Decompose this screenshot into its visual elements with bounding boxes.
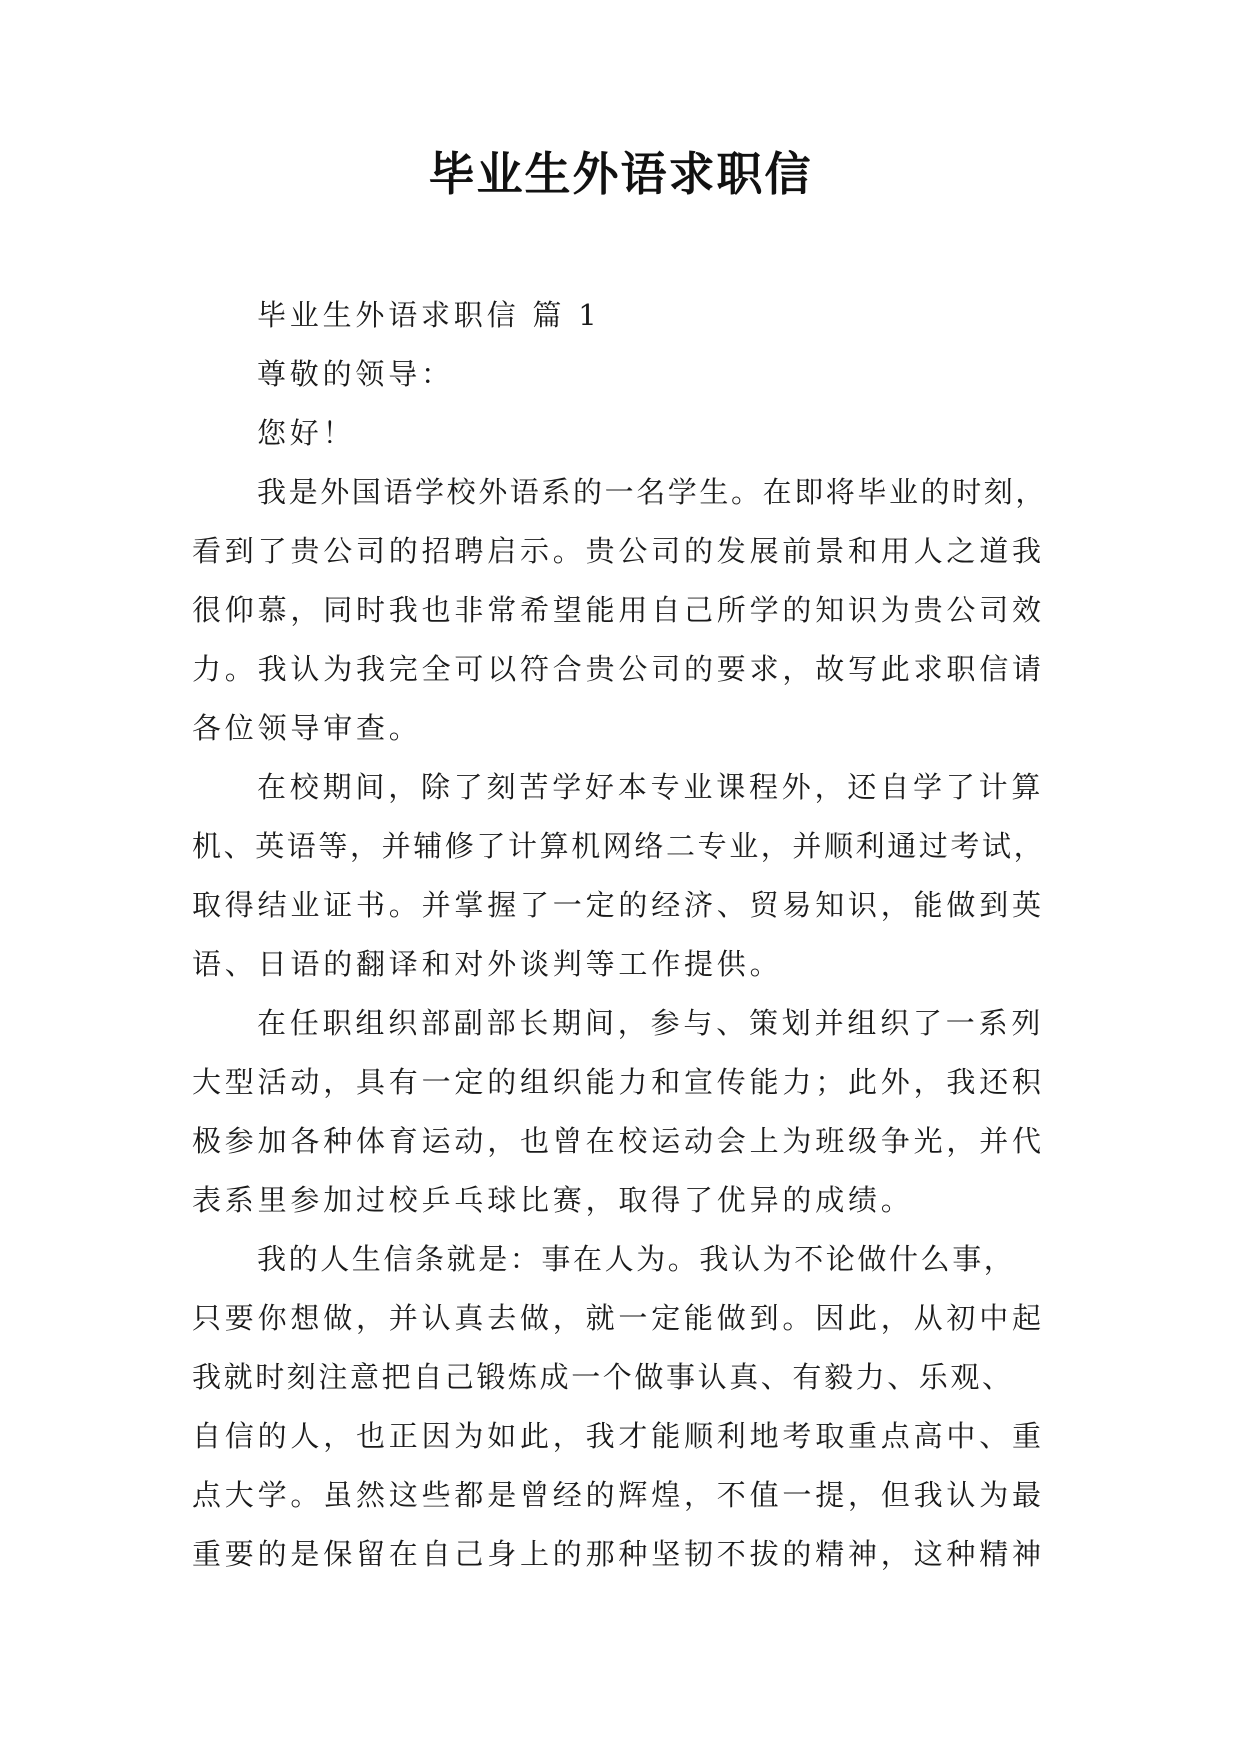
section-heading: 毕业生外语求职信 篇 1 [257, 298, 601, 332]
paragraph-1-line-1: 我是外国语学校外语系的一名学生。在即将毕业的时刻， [257, 475, 1048, 509]
paragraph-2-line-3: 取得结业证书。并掌握了一定的经济、贸易知识，能做到英 [192, 888, 1045, 922]
paragraph-1-line-3: 很仰慕，同时我也非常希望能用自己所学的知识为贵公司效 [192, 593, 1045, 627]
paragraph-3-line-1: 在任职组织部副部长期间，参与、策划并组织了一系列 [257, 1006, 1045, 1040]
paragraph-3-line-2: 大型活动，具有一定的组织能力和宣传能力；此外，我还积 [192, 1065, 1045, 1099]
paragraph-1-line-2: 看到了贵公司的招聘启示。贵公司的发展前景和用人之道我 [192, 534, 1045, 568]
paragraph-1-line-5: 各位领导审查。 [192, 711, 422, 745]
paragraph-2-line-1: 在校期间，除了刻苦学好本专业课程外，还自学了计算 [257, 770, 1045, 804]
paragraph-4-line-6: 重要的是保留在自己身上的那种坚韧不拔的精神，这种精神 [192, 1537, 1045, 1571]
paragraph-4-line-5: 点大学。虽然这些都是曾经的辉煌，不值一提，但我认为最 [192, 1478, 1045, 1512]
paragraph-2-line-4: 语、日语的翻译和对外谈判等工作提供。 [192, 947, 783, 981]
paragraph-4-line-2: 只要你想做，并认真去做，就一定能做到。因此，从初中起 [192, 1301, 1045, 1335]
greeting: 您好！ [257, 416, 356, 450]
paragraph-3-line-3: 极参加各种体育运动，也曾在校运动会上为班级争光，并代 [192, 1124, 1045, 1158]
document-title: 毕业生外语求职信 [428, 147, 813, 201]
paragraph-1-line-4: 力。我认为我完全可以符合贵公司的要求，故写此求职信请 [192, 652, 1045, 686]
paragraph-4-line-3: 我就时刻注意把自己锻炼成一个做事认真、有毅力、乐观、 [192, 1360, 1014, 1394]
salutation: 尊敬的领导： [257, 357, 454, 391]
paragraph-2-line-2: 机、英语等，并辅修了计算机网络二专业，并顺利通过考试， [192, 829, 1046, 863]
paragraph-4-line-4: 自信的人，也正因为如此，我才能顺利地考取重点高中、重 [192, 1419, 1045, 1453]
paragraph-3-line-4: 表系里参加过校乒乓球比赛，取得了优异的成绩。 [192, 1183, 914, 1217]
paragraph-4-line-1: 我的人生信条就是：事在人为。我认为不论做什么事， [257, 1242, 1016, 1276]
